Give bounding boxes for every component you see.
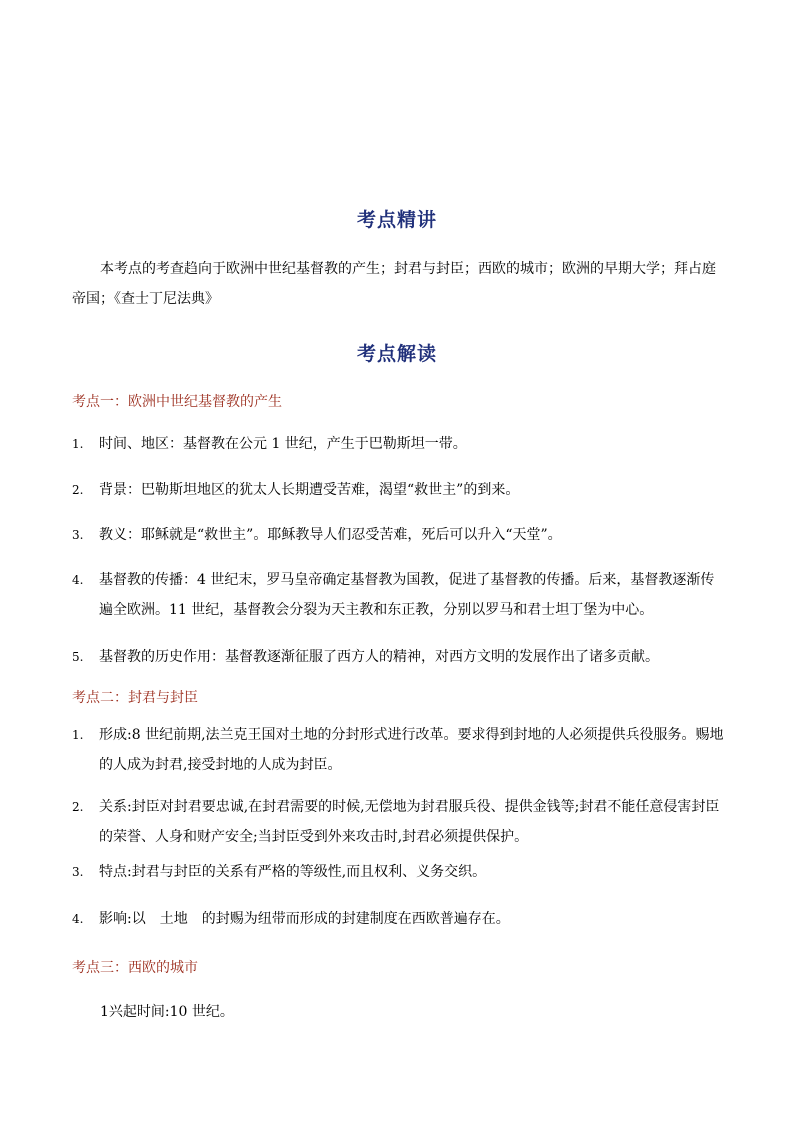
item-text: 特点:封君与封臣的关系有严格的等级性,而且权利、义务交织。 <box>99 864 487 880</box>
item-number: 1. <box>72 437 84 451</box>
item-number: 2. <box>72 800 84 814</box>
list-item <box>72 520 724 550</box>
list-item <box>72 642 724 672</box>
list-item <box>72 565 724 625</box>
item-text: 形成:8 世纪前期,法兰克王国对土地的分封形式进行改革。要求得到封地的人必须提供兵役服务。赐地的人成为封君,接受封地的人成为封臣。 <box>99 727 724 773</box>
item-number: 4. <box>72 912 84 926</box>
item-text: 时间、地区：基督教在公元 1 世纪，产生于巴勒斯坦一带。 <box>99 436 467 452</box>
topic-3-line-1: 1兴起时间:10 世纪。 <box>100 1004 234 1020</box>
item-number: 1. <box>72 728 84 742</box>
item-number: 2. <box>72 483 84 497</box>
item-text: 背景：巴勒斯坦地区的犹太人长期遭受苦难，渴望“救世主”的到来。 <box>99 482 520 498</box>
item-text: 关系:封臣对封君要忠诚,在封君需要的时候,无偿地为封君服兵役、提供金钱等;封君不能任意侵害封臣的荣誉、人身和财产安全;当封臣受到外来攻击时,封君必须提供保护。 <box>99 799 720 845</box>
list-item <box>72 429 724 459</box>
item-text: 影响:以 土地 的封赐为纽带而形成的封建制度在西欧普遍存在。 <box>99 911 510 927</box>
item-text: 基督教的历史作用：基督教逐渐征服了西方人的精神，对西方文明的发展作出了诸多贡献。 <box>99 649 659 665</box>
list-item <box>72 904 724 934</box>
list-item <box>72 857 724 887</box>
list-item <box>72 475 724 505</box>
item-number: 4. <box>72 573 84 587</box>
section-title-jiedu: 考点解读 <box>356 343 437 365</box>
item-number: 3. <box>72 865 84 879</box>
item-number: 5. <box>72 650 84 664</box>
item-number: 3. <box>72 528 84 542</box>
intro-paragraph: 本考点的考查趋向于欧洲中世纪基督教的产生；封君与封臣；西欧的城市；欧洲的早期大学；拜占庭帝国；《查士丁尼法典》 <box>72 261 716 307</box>
list-item <box>72 720 724 780</box>
item-text: 基督教的传播：4 世纪末，罗马皇帝确定基督教为国教，促进了基督教的传播。后来，基督教逐渐传遍全欧洲。11 世纪，基督教会分裂为天主教和东正教，分别以罗马和君士坦丁堡为中心。 <box>99 572 715 618</box>
topic-2-heading: 考点二：封君与封臣 <box>72 690 198 706</box>
topic-1-heading: 考点一：欧洲中世纪基督教的产生 <box>72 394 282 410</box>
item-text: 教义：耶稣就是“救世主”。耶稣教导人们忍受苦难，死后可以升入“天堂”。 <box>99 527 562 543</box>
section-title-jingjiang: 考点精讲 <box>356 209 437 231</box>
list-item <box>72 792 724 852</box>
topic-3-heading: 考点三：西欧的城市 <box>72 960 198 976</box>
